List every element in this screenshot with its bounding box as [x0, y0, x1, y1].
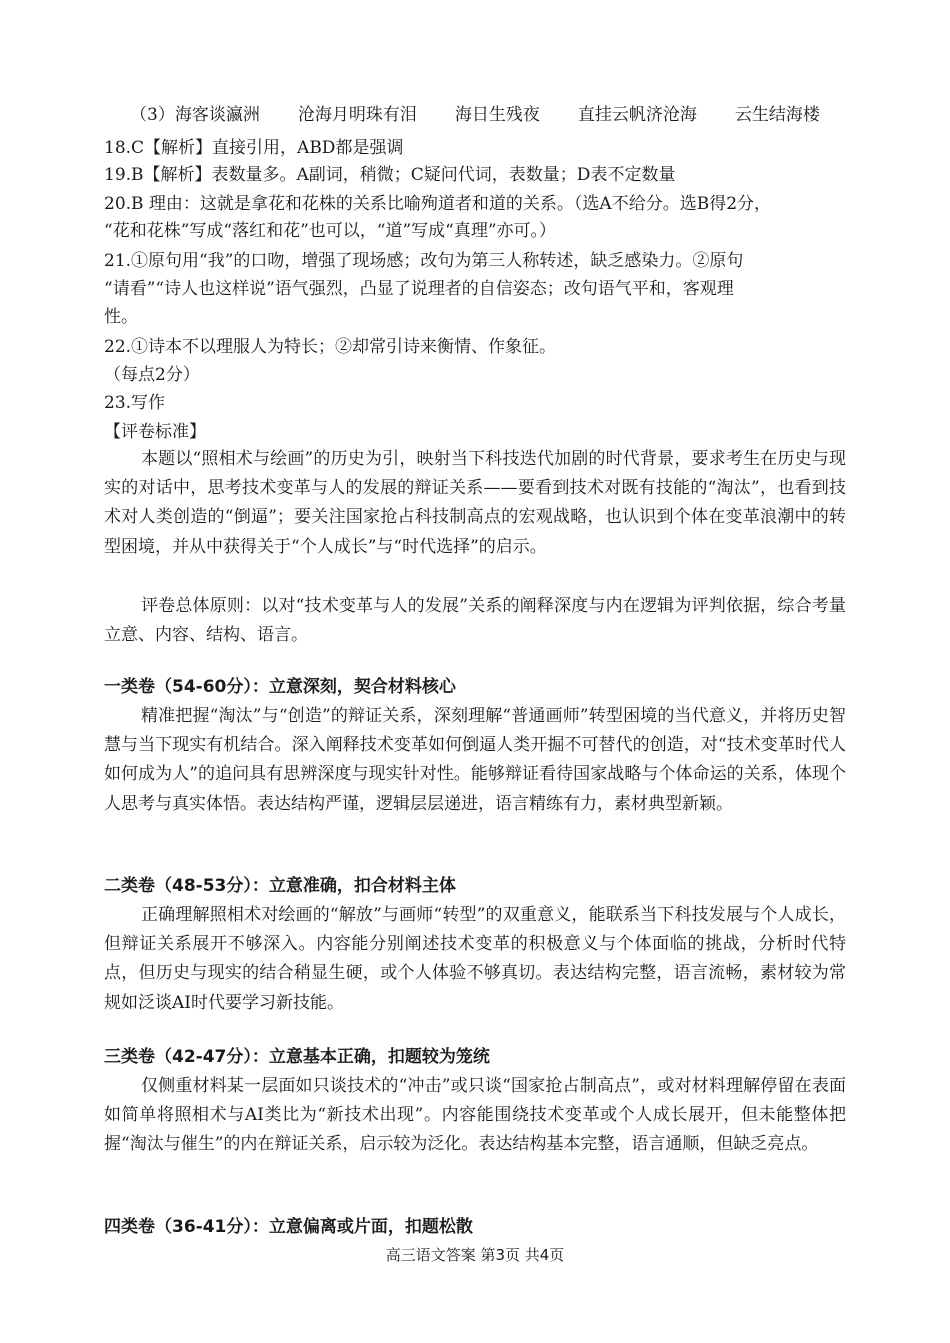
grade-3-title: 三类卷（42-47分）：立意基本正确，扣题较为笼统: [104, 1047, 490, 1067]
poem-phrase-2: 沧海月明珠有泪: [297, 105, 417, 125]
grade-2-title: 二类卷（48-53分）：立意准确，扣合材料主体: [104, 876, 456, 896]
answer-21-line-2: “请看”“诗人也这样说”语气强烈，凸显了说理者的自信姿态；改句语气平和，客观理: [104, 279, 734, 299]
answer-20-line-1: 20.B 理由：这就是拿花和花株的关系比喻殉道者和道的关系。（选A不给分。选B得2分，: [104, 194, 772, 214]
poem-phrase-1: 海客谈瀛洲: [174, 105, 260, 125]
poem-line: [130, 104, 850, 126]
grade-1-title: 一类卷（54-60分）：立意深刻，契合材料核心: [104, 677, 456, 697]
standard-intro: 本题以“照相术与绘画”的历史为引，映射当下科技迭代加剧的时代背景，要求考生在历史与现实的对话中，思考技术变革与人的发展的辩证关系——要看到技术对既有技能的“淘汰”，也看到技术对人类创造的“倒逼”；要关注国家抢占科技制高点的宏观战略，也认识到个体在变革浪潮中的转型困境，并从中获得关于“个人成长”与“时代选择”的启示。: [104, 449, 846, 557]
poem-phrase-5: 云生结海楼: [734, 105, 820, 125]
page-footer: 高三语文答案 第3页 共4页: [385, 1246, 565, 1264]
answer-20-line-2: “花和花株”写成“落红和花”也可以，“道”写成“真理”亦可。）: [104, 221, 557, 241]
answer-22: 22.①诗本不以理服人为特长；②却常引诗来衡情、作象征。: [104, 337, 557, 357]
answer-22-note: （每点2分）: [104, 365, 200, 385]
answer-21-line-3: 性。: [104, 307, 138, 327]
answer-23: 23.写作: [104, 393, 166, 413]
grade-2-text: 正确理解照相术对绘画的“解放”与画师“转型”的双重意义，能联系当下科技发展与个人成长，但辩证关系展开不够深入。内容能分别阐述技术变革的积极意义与个体面临的挑战，分析时代特点，但历史与现实的结合稍显生硬，或个人体验不够真切。表达结构完整，语言流畅，素材较为常规如泛谈AI时代要学习新技能。: [104, 905, 846, 1013]
grade-4-title: 四类卷（36-41分）：立意偏离或片面，扣题松散: [104, 1217, 473, 1237]
answer-18: 18.C【解析】直接引用，ABD都是强调: [104, 138, 404, 158]
answer-21-line-1: 21.①原句用“我”的口吻，增强了现场感；改句为第三人称转述，缺乏感染力。②原句: [104, 251, 744, 271]
answer-19: 19.B【解析】表数量多。A副词，稍微；C疑问代词，表数量；D表不定数量: [104, 165, 676, 185]
grade-1-text: 精准把握“淘汰”与“创造”的辩证关系，深刻理解“普通画师”转型困境的当代意义，并将历史智慧与当下现实有机结合。深入阐释技术变革如何倒逼人类开掘不可替代的创造，对“技术变革时代人如何成为人”的追问具有思辨深度与现实针对性。能够辩证看待国家战略与个体命运的关系，体现个人思考与真实体悟。表达结构严谨，逻辑层层递进，语言精练有力，素材典型新颖。: [104, 706, 846, 814]
poem-phrase-4: 直挂云帆济沧海: [577, 105, 697, 125]
standard-heading: 【评卷标准】: [104, 422, 206, 442]
standard-principle: 评卷总体原则：以对“技术变革与人的发展”关系的阐释深度与内在逻辑为评判依据，综合考量立意、内容、结构、语言。: [104, 596, 846, 646]
poem-phrase-3: 海日生残夜: [454, 105, 540, 125]
grade-3-text: 仅侧重材料某一层面如只谈技术的“冲击”或只谈“国家抢占制高点”，或对材料理解停留在表面如简单将照相术与AI类比为“新技术出现”。内容能围绕技术变革或个人成长展开，但未能整体把握“淘汰与催生”的内在辩证关系，启示较为泛化。表达结构基本完整，语言通顺，但缺乏亮点。: [104, 1076, 846, 1155]
poem-label: （3）: [130, 105, 175, 125]
